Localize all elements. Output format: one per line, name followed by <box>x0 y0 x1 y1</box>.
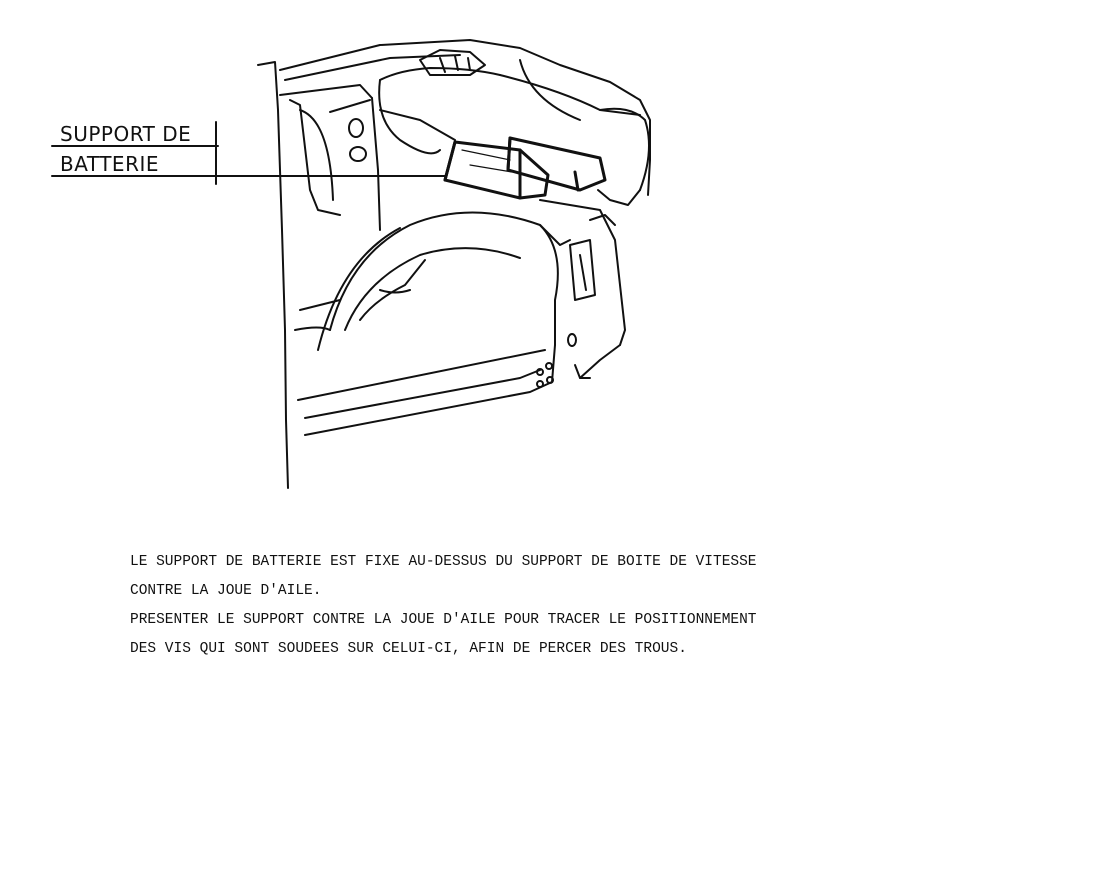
instruction-line: CONTRE LA JOUE D'AILE. <box>130 583 322 599</box>
instruction-line: DES VIS QUI SONT SOUDEES SUR CELUI-CI, AFIN DE PERCER DES TROUS. <box>130 641 687 657</box>
strut-tower-outline <box>280 40 650 230</box>
battery-support-tray <box>445 138 605 198</box>
callout-label-support: SUPPORT DE <box>60 122 192 146</box>
instruction-text <box>130 548 1030 664</box>
instruction-line: PRESENTER LE SUPPORT CONTRE LA JOUE D'AILE POUR TRACER LE POSITIONNEMENT <box>130 612 757 628</box>
sill-outline <box>298 345 590 435</box>
wheel-arch-outline <box>295 213 570 351</box>
panel-holes <box>349 119 366 161</box>
instruction-line: LE SUPPORT DE BATTERIE EST FIXE AU-DESSUS DU SUPPORT DE BOITE DE VITESSE <box>130 554 757 570</box>
callout-label-batterie: BATTERIE <box>60 152 159 176</box>
